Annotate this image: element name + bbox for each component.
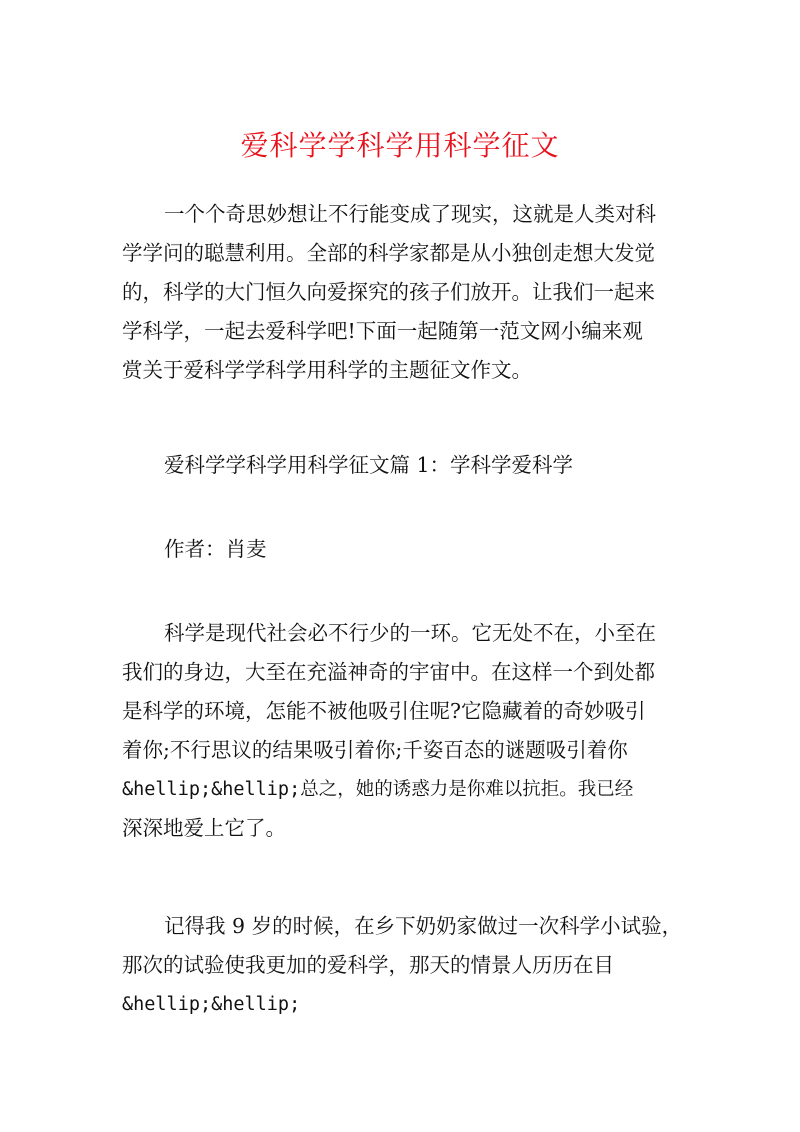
intro-line: 赏关于爱科学学科学用科学的主题征文作文。 bbox=[122, 358, 532, 382]
intro-line: 一个个奇思妙想让不行能变成了现实，这就是人类对科 bbox=[164, 202, 656, 226]
article-heading-text: 爱科学学科学用科学征文篇 1：学科学爱科学 bbox=[164, 453, 574, 477]
paragraph-line: 我们的身边，大至在充溢神奇的宇宙中。在这样一个到处都 bbox=[122, 660, 655, 684]
body-paragraph-1 bbox=[122, 614, 688, 848]
author-text: 作者：肖麦 bbox=[164, 537, 267, 561]
paragraph-line: 是科学的环境，怎能不被他吸引住呢?它隐藏着的奇妙吸引 bbox=[122, 699, 646, 723]
body-paragraph-2 bbox=[122, 907, 688, 1024]
intro-line: 学学问的聪慧利用。全部的科学家都是从小独创走想大发觉 bbox=[122, 241, 655, 265]
paragraph-line: 着你;不行思议的结果吸引着你;千姿百态的谜题吸引着你 bbox=[122, 738, 628, 762]
paragraph-line: 记得我 9 岁的时候，在乡下奶奶家做过一次科学小试验， bbox=[164, 914, 683, 938]
paragraph-line: &hellip;&hellip;总之，她的诱惑力是你难以抗拒。我已经 bbox=[122, 779, 634, 800]
paragraph-line: &hellip;&hellip; bbox=[122, 994, 301, 1015]
paragraph-line: 深深地爱上它了。 bbox=[122, 816, 286, 840]
article-heading bbox=[122, 446, 688, 485]
intro-line: 的，科学的大门恒久向爱探究的孩子们放开。让我们一起来 bbox=[122, 280, 655, 304]
intro-line: 学科学，一起去爱科学吧!下面一起随第一范文网小编来观 bbox=[122, 319, 643, 343]
intro-paragraph bbox=[122, 195, 688, 390]
author-line bbox=[122, 530, 688, 569]
document-title: 爱科学学科学用科学征文 bbox=[240, 129, 560, 162]
paragraph-line: 那次的试验使我更加的爱科学，那天的情景人历历在目 bbox=[122, 953, 614, 977]
paragraph-line: 科学是现代社会必不行少的一环。它无处不在，小至在 bbox=[164, 621, 656, 645]
